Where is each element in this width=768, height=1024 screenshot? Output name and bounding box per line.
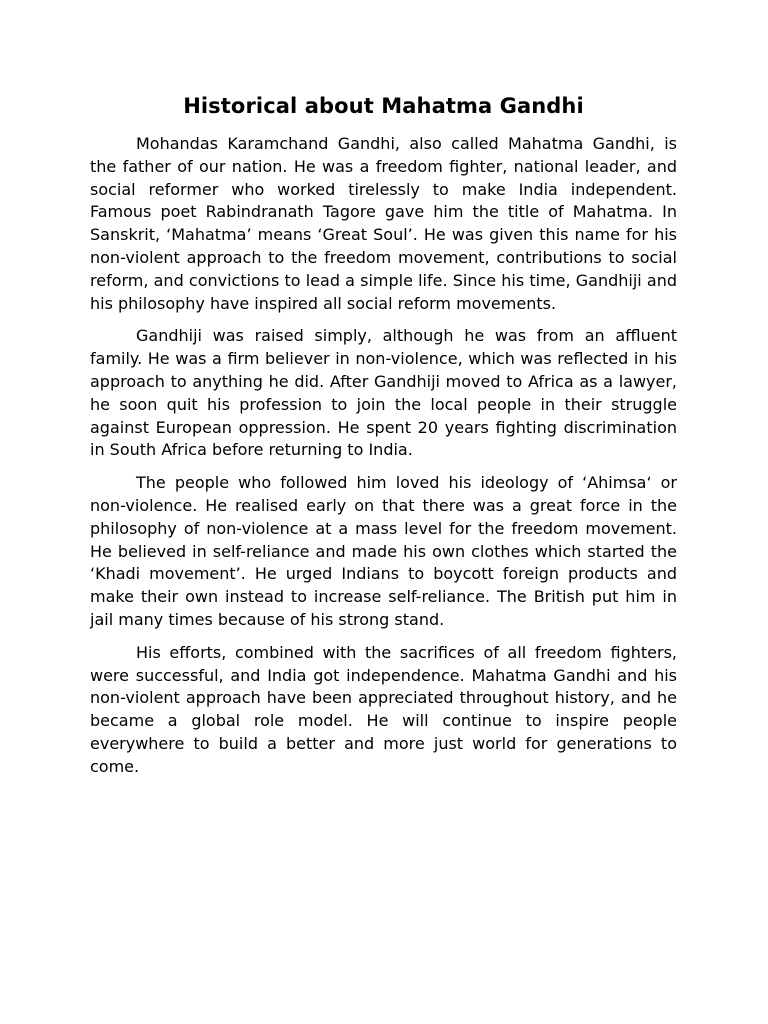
document-body	[90, 92, 677, 789]
paragraph-4: His efforts, combined with the sacrifices of all freedom fighters, were successful, and India got independence. Mahatma Gandhi and his non-violent approach have been appreciated throughout history, and he became a global role model. He will continue to inspire people everywhere to build a better and more just world for generations to come.	[90, 642, 677, 776]
paragraph-2: Gandhiji was raised simply, although he was from an affluent family. He was a firm believer in non-violence, which was reflected in his approach to anything he did. After Gandhiji moved to Africa as a lawyer, he soon quit his profession to join the local people in their struggle against European oppression. He spent 20 years fighting discrimination in South Africa before returning to India.	[90, 326, 677, 460]
document-title: Historical about Mahatma Gandhi	[183, 94, 584, 118]
paragraph-1: Mohandas Karamchand Gandhi, also called Mahatma Gandhi, is the father of our nation. He was a freedom fighter, national leader, and social reformer who worked tirelessly to make India independent. Famous poet Rabindranath Tagore gave him the title of Mahatma. In Sanskrit, ‘Mahatma’ means ‘Great Soul’. He was given this name for his non-violent approach to the freedom movement, contributions to social reform, and convictions to lead a simple life. Since his time, Gandhiji and his philosophy have inspired all social reform movements.	[90, 134, 677, 313]
paragraph-3: The people who followed him loved his ideology of ‘Ahimsa‘ or non-violence. He realised early on that there was a great force in the philosophy of non-violence at a mass level for the freedom movement. He believed in self-reliance and made his own clothes which started the ‘Khadi movement’. He urged Indians to boycott foreign products and make their own instead to increase self-reliance. The British put him in jail many times because of his strong stand.	[90, 473, 677, 629]
